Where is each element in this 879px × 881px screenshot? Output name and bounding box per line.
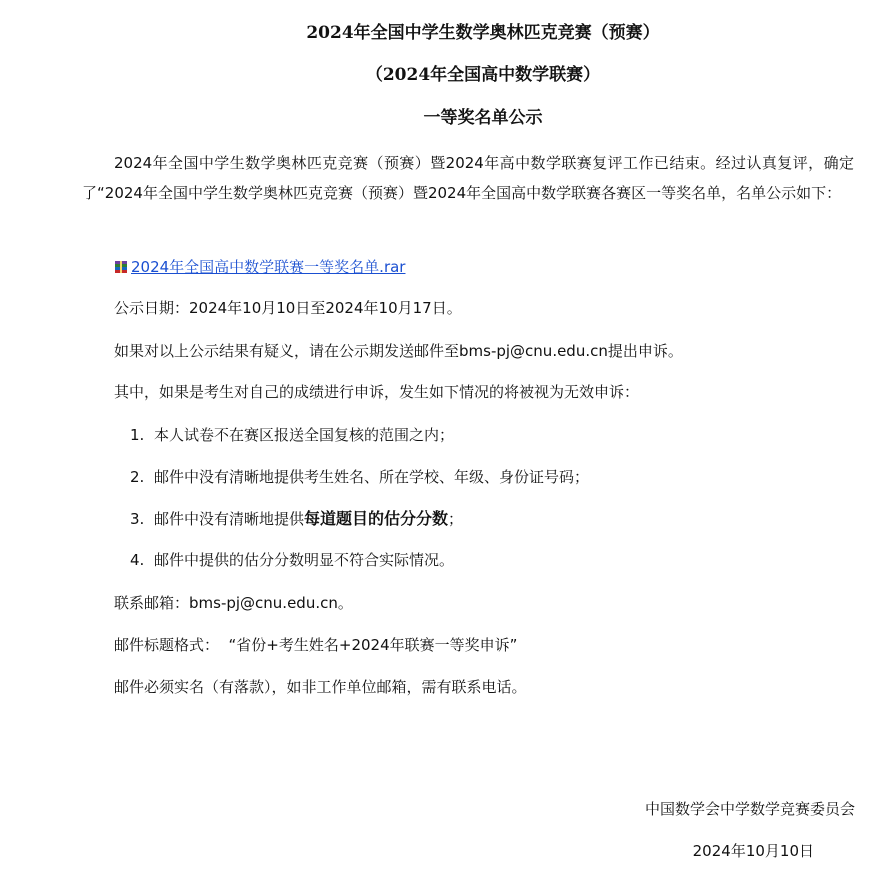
- invalid-appeal-intro: 其中，如果是考生对自己的成绩进行申诉，发生如下情况的将被视为无效申诉：: [114, 383, 640, 401]
- list-item-text-end: ；: [448, 510, 464, 528]
- contact-email: 联系邮箱：bms-pj@cnu.edu.cn。: [114, 594, 353, 612]
- list-item: [130, 508, 463, 530]
- appeal-info: 如果对以上公示结果有疑义，请在公示期发送邮件至bms-pj@cnu.edu.cn提出申诉。: [114, 342, 683, 360]
- list-item-number: 4.: [130, 551, 145, 569]
- rar-archive-icon: [114, 260, 128, 274]
- page-title: 2024年全国中学生数学奥林匹克竞赛（预赛）: [306, 23, 660, 43]
- email-subject-format: 邮件标题格式： “省份+考生姓名+2024年联赛一等奖申诉”: [114, 636, 518, 654]
- list-item: [130, 424, 454, 446]
- list-item: [130, 549, 454, 571]
- page-heading: 一等奖名单公示: [423, 108, 543, 128]
- attachment-row: [114, 256, 405, 278]
- page-subtitle: （2024年全国高中数学联赛）: [365, 65, 601, 85]
- signature-organization: 中国数学会中学数学竞赛委员会: [644, 800, 855, 818]
- list-item-number: 1.: [130, 426, 145, 444]
- intro-paragraph: 2024年全国中学生数学奥林匹克竞赛（预赛）暨2024年高中数学联赛复评工作已结束。经过认真复评，确定了“2024年全国中学生数学奥林匹克竞赛（预赛）暨2024年全国高中数学联赛各赛区一等奖名单，名单公示如下：: [82, 154, 854, 202]
- real-name-note: 邮件必须实名（有落款），如非工作单位邮箱，需有联系电话。: [114, 678, 527, 696]
- list-item: [130, 466, 589, 488]
- publicity-period: 公示日期：2024年10月10日至2024年10月17日。: [114, 299, 462, 317]
- list-item-text: 邮件中没有清晰地提供: [154, 510, 305, 528]
- list-item-number: 3.: [130, 510, 145, 528]
- signature-date: 2024年10月10日: [692, 842, 814, 860]
- list-item-text: 本人试卷不在赛区报送全国复核的范围之内；: [154, 426, 455, 444]
- list-item-number: 2.: [130, 468, 145, 486]
- list-item-text: 邮件中提供的估分分数明显不符合实际情况。: [154, 551, 455, 569]
- list-item-emphasis: 每道题目的估分分数: [304, 509, 449, 528]
- list-item-text: 邮件中没有清晰地提供考生姓名、所在学校、年级、身份证号码；: [154, 468, 590, 486]
- attachment-link[interactable]: 2024年全国高中数学联赛一等奖名单.rar: [131, 258, 406, 276]
